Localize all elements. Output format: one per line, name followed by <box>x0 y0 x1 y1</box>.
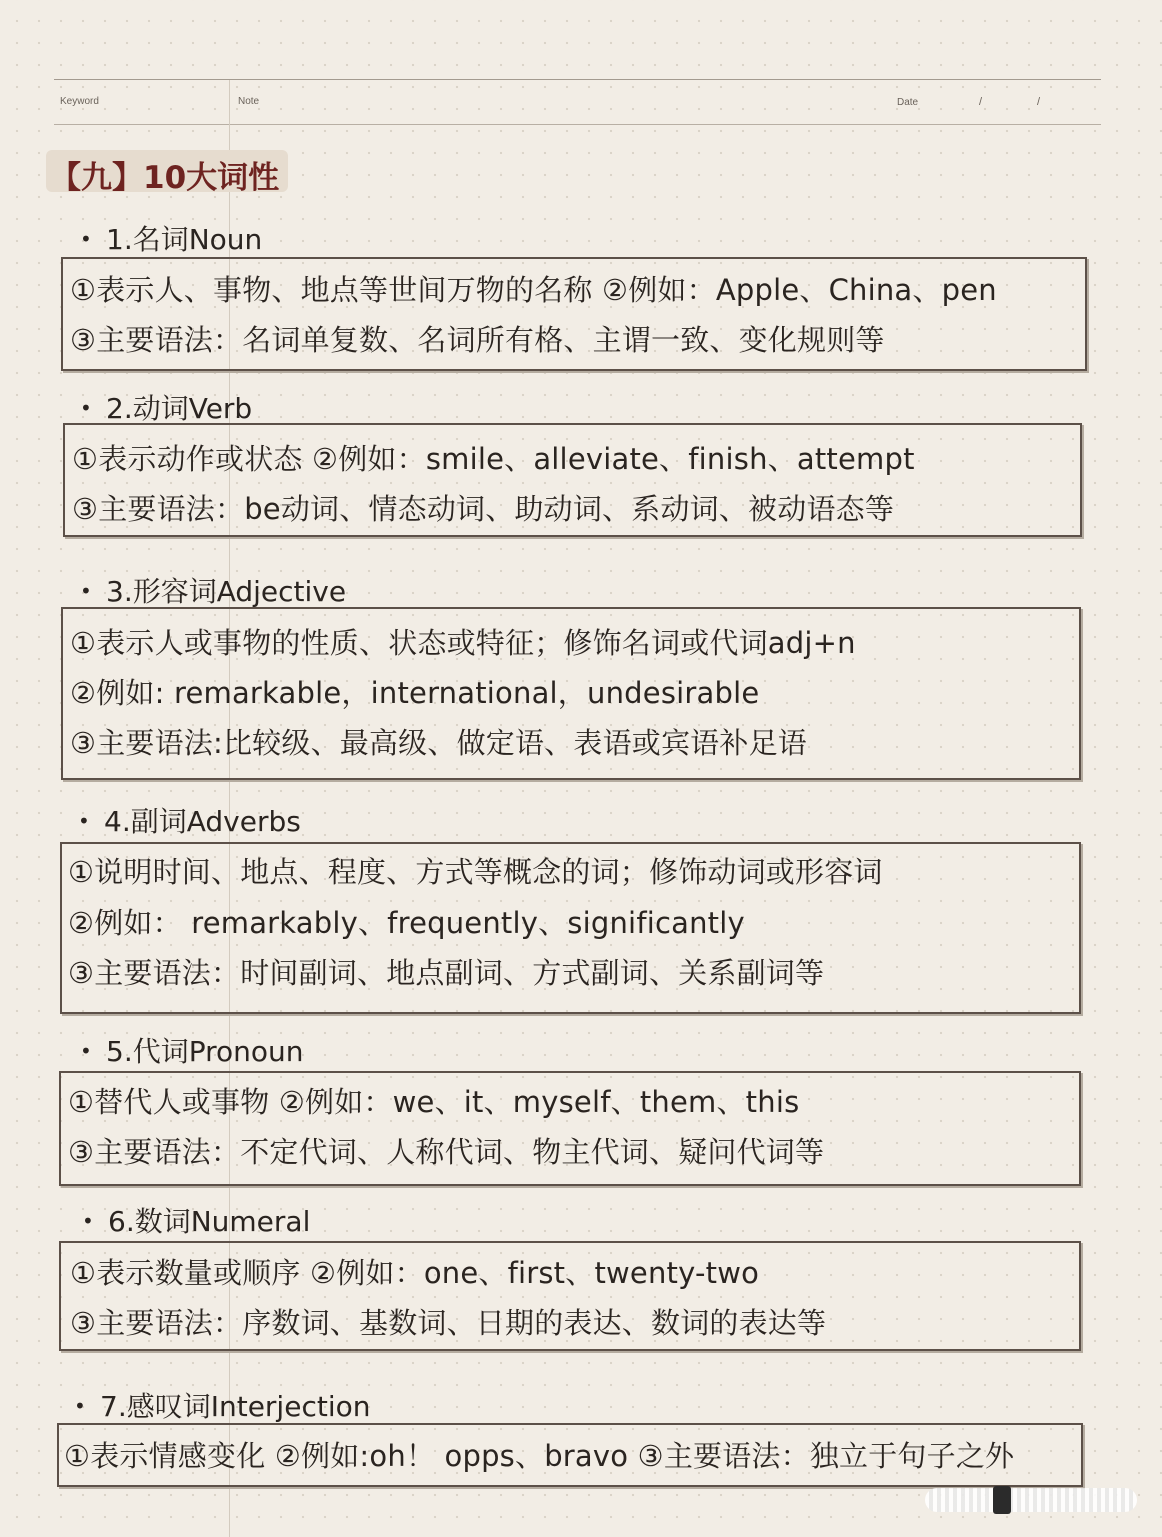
part-line: ①表示动作或状态 ②例如：smile、alleviate、finish、attempt <box>72 442 915 476</box>
bullet-icon: • <box>74 1394 86 1418</box>
part-line: ②例如: remarkable，international，undesirable <box>70 676 760 710</box>
bullet-icon: • <box>80 396 92 420</box>
part-line: ③主要语法：不定代词、人称代词、物主代词、疑问代词等 <box>68 1135 825 1169</box>
bullet-icon: • <box>82 1209 94 1233</box>
date-label: Date <box>897 97 919 108</box>
part-heading-verb: • 2.动词Verb <box>80 392 253 425</box>
part-line: ②例如： remarkably、frequently、significantly <box>68 906 745 940</box>
keyword-label: Keyword <box>60 96 99 107</box>
part-line: ③主要语法：序数词、基数词、日期的表达、数词的表达等 <box>70 1306 827 1340</box>
part-heading-interjection: • 7.感叹词Interjection <box>74 1390 371 1423</box>
date-separator: / <box>1037 96 1041 108</box>
part-line: ③主要语法:比较级、最高级、做定语、表语或宾语补足语 <box>70 726 807 760</box>
part-heading-pronoun: • 5.代词Pronoun <box>80 1035 304 1068</box>
part-heading-adjective: • 3.形容词Adjective <box>80 575 347 608</box>
header-bottom-rule <box>54 124 1101 125</box>
part-line: ①表示人、事物、地点等世间万物的名称 ②例如：Apple、China、pen <box>70 273 997 307</box>
part-line: ③主要语法：be动词、情态动词、助动词、系动词、被动语态等 <box>72 492 895 526</box>
date-separator: / <box>979 96 983 108</box>
part-heading-numeral: • 6.数词Numeral <box>82 1205 311 1238</box>
bullet-icon: • <box>78 809 90 833</box>
part-heading-noun: • 1.名词Noun <box>80 223 263 256</box>
part-line: ①表示人或事物的性质、状态或特征；修饰名词或代词adj+n <box>70 626 856 660</box>
bullet-icon: • <box>80 227 92 251</box>
header-top-rule <box>54 79 1101 80</box>
scroll-track[interactable] <box>925 1488 1137 1512</box>
part-line: ①说明时间、地点、程度、方式等概念的词；修饰动词或形容词 <box>68 855 883 889</box>
part-line: ①表示情感变化 ②例如:oh！ opps、bravo ③主要语法：独立于句子之外 <box>64 1439 1015 1473</box>
part-line: ③主要语法：名词单复数、名词所有格、主谓一致、变化规则等 <box>70 323 885 357</box>
scroll-thumb[interactable] <box>993 1486 1011 1514</box>
part-line: ①表示数量或顺序 ②例如：one、first、twenty-two <box>70 1256 760 1290</box>
part-line: ③主要语法：时间副词、地点副词、方式副词、关系副词等 <box>68 956 825 990</box>
part-line: ①替代人或事物 ②例如：we、it、myself、them、this <box>68 1085 800 1119</box>
part-heading-adverbs: • 4.副词Adverbs <box>78 805 301 838</box>
bullet-icon: • <box>80 1039 92 1063</box>
section-title: 【九】10大词性 <box>50 160 280 196</box>
note-label: Note <box>238 96 260 107</box>
bullet-icon: • <box>80 579 92 603</box>
